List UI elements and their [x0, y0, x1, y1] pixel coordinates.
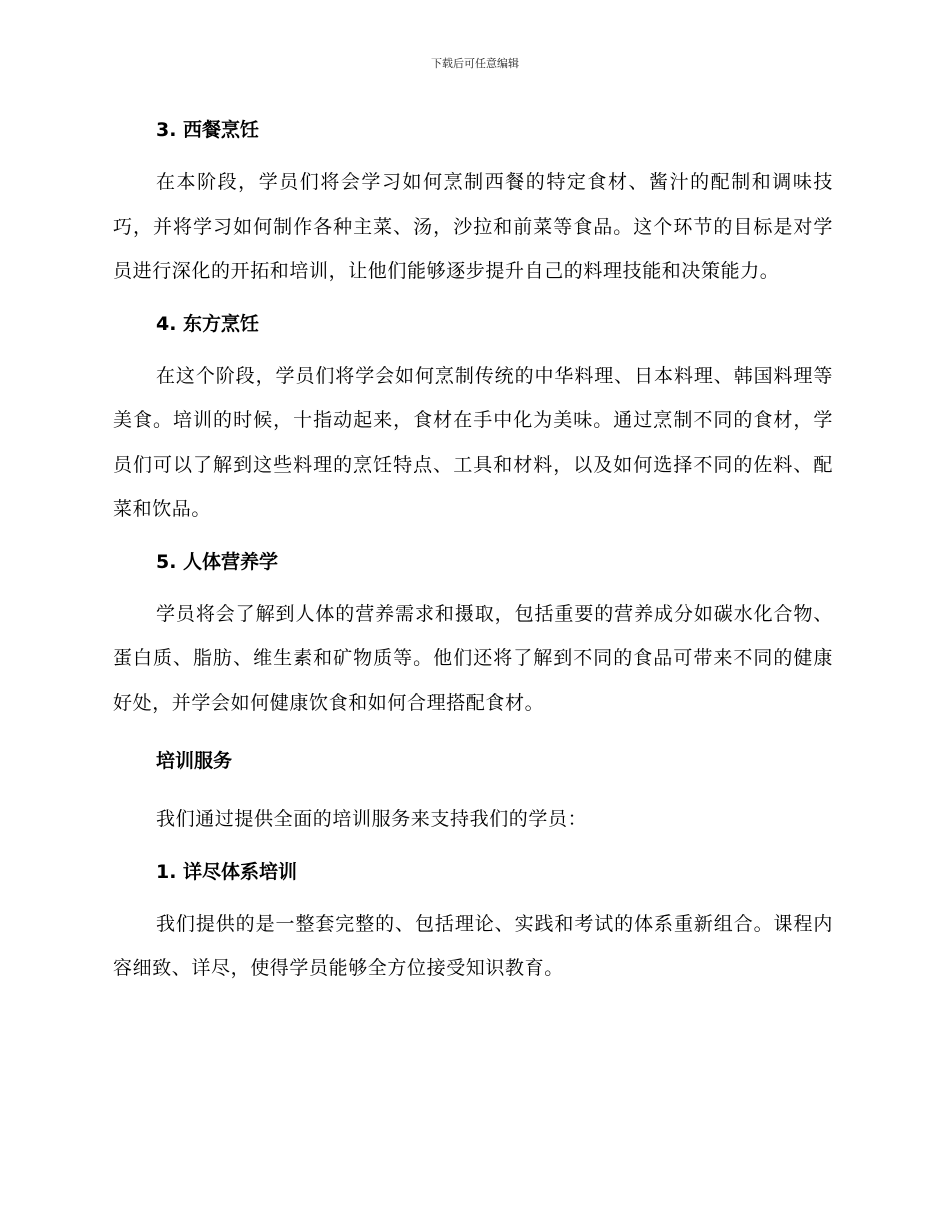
section-paragraph-nutrition: 学员将会了解到人体的营养需求和摄取，包括重要的营养成分如碳水化合物、蛋白质、脂肪、维生素和矿物质等。他们还将了解到不同的食品可带来不同的健康好处，并学会如何健康饮食和如何合理搭配食材。 — [113, 602, 833, 714]
section-heading-western-cooking: 3. 西餐烹饪 — [156, 119, 260, 141]
page-header: 下载后可任意编辑 — [431, 57, 519, 70]
services-item-paragraph: 我们提供的是一整套完整的、包括理论、实践和考试的体系重新组合。课程内容细致、详尽，使得学员能够全方位接受知识教育。 — [113, 912, 833, 979]
section-heading-eastern-cooking: 4. 东方烹饪 — [156, 312, 260, 335]
services-item-heading: 1. 详尽体系培训 — [156, 860, 298, 883]
section-heading-nutrition: 5. 人体营养学 — [156, 550, 279, 573]
section-paragraph-western-cooking: 在本阶段，学员们将会学习如何烹制西餐的特定食材、酱汁的配制和调味技巧，并将学习如何制作各种主菜、汤，沙拉和前菜等食品。这个环节的目标是对学员进行深化的开拓和培训，让他们能够逐步提升自己的料理技能和决策能力。 — [113, 171, 833, 282]
section-paragraph-eastern-cooking: 在这个阶段，学员们将学会如何烹制传统的中华料理、日本料理、韩国料理等美食。培训的时候，十指动起来，食材在手中化为美味。通过烹制不同的食材，学员们可以了解到这些料理的烹饪特点、工具和材料，以及如何选择不同的佐料、配菜和饮品。 — [113, 364, 833, 520]
services-heading: 培训服务 — [156, 750, 233, 772]
document-body — [113, 110, 833, 991]
services-intro: 我们通过提供全面的培训服务来支持我们的学员： — [156, 808, 588, 830]
